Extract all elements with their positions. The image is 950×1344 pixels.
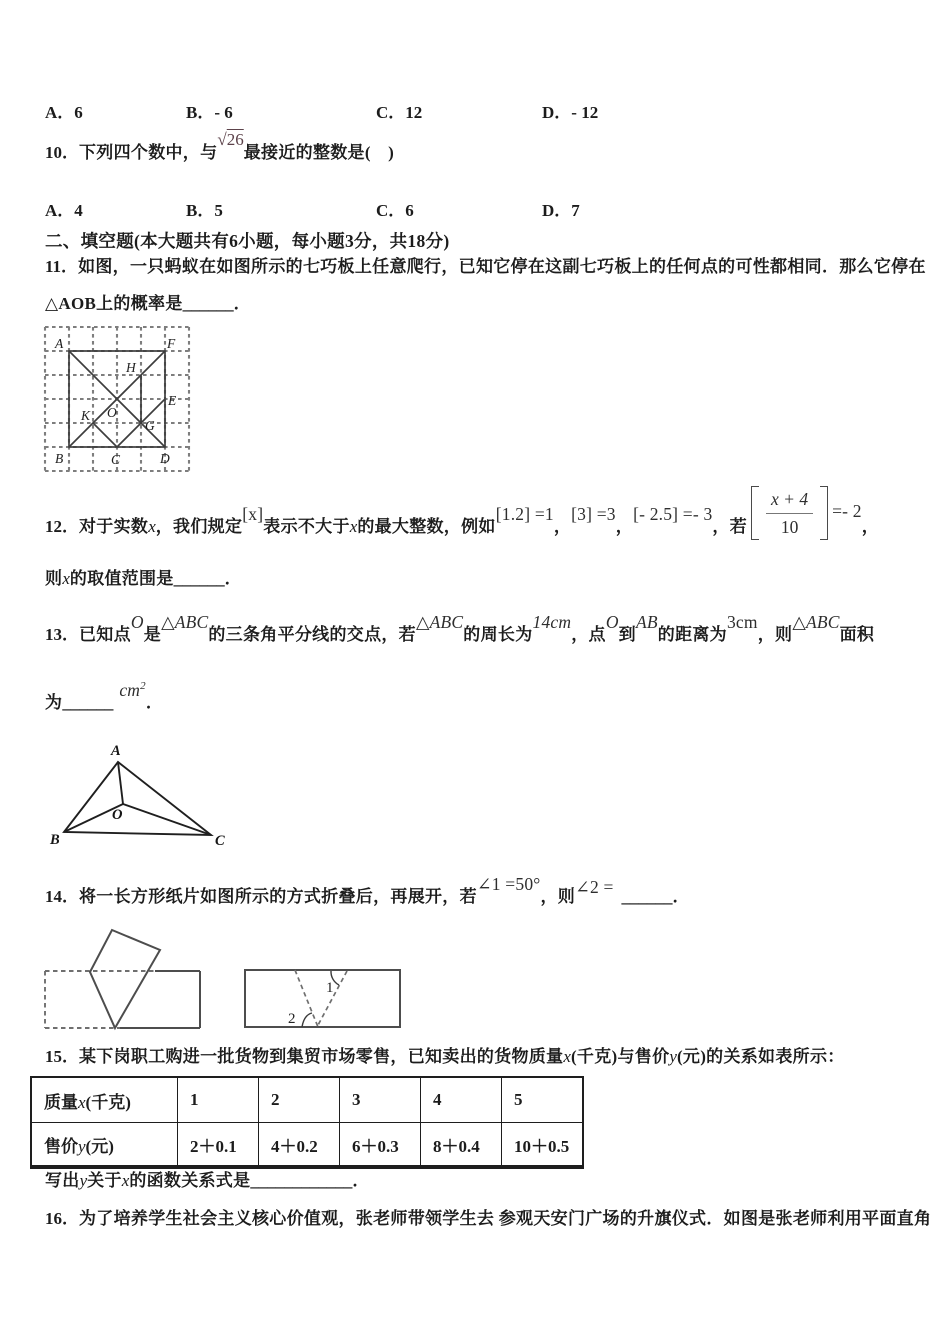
question-text: (元)的关系如表所示： bbox=[676, 1047, 845, 1066]
floor-example-2: [3] =3 bbox=[571, 504, 616, 524]
var-x: x bbox=[349, 517, 358, 536]
question-15-line2 bbox=[45, 1168, 370, 1194]
row-header-mass bbox=[31, 1077, 178, 1123]
var-x: x bbox=[121, 1171, 130, 1190]
point-label-a: A bbox=[111, 743, 121, 759]
table-row-price bbox=[31, 1123, 583, 1168]
option-letter: B． bbox=[186, 201, 215, 220]
table-row-mass bbox=[31, 1077, 583, 1123]
question-text: 面积 bbox=[839, 625, 875, 644]
triangle-aob-symbol: △AOB bbox=[45, 294, 97, 313]
segment-ab: AB bbox=[635, 612, 658, 632]
var-x: x bbox=[62, 569, 70, 588]
question-text: 是 bbox=[143, 625, 162, 644]
var-y: y bbox=[78, 1136, 86, 1156]
point-o: O bbox=[130, 612, 144, 632]
q9-options-row bbox=[0, 98, 950, 122]
dashed-outline bbox=[45, 971, 156, 1028]
var-x: x bbox=[563, 1047, 571, 1066]
floor-example-1: [1.2] =1 bbox=[495, 504, 554, 524]
comma: ， bbox=[861, 517, 880, 536]
question-text: 为 bbox=[45, 693, 63, 712]
option-value: - 12 bbox=[571, 103, 599, 122]
point-label-c: C bbox=[215, 833, 225, 849]
point-label-c: C bbox=[111, 452, 121, 467]
fraction-denominator: 10 bbox=[780, 517, 799, 537]
point-label-a: A bbox=[55, 336, 64, 351]
question-number: 15． bbox=[45, 1047, 79, 1066]
period: ． bbox=[224, 569, 242, 588]
equals-minus-2: =- 2 bbox=[832, 501, 862, 521]
q10-options-row bbox=[0, 196, 950, 220]
table-cell: 3 bbox=[340, 1077, 421, 1123]
table-cell: 10＋0.5 bbox=[502, 1123, 584, 1168]
option-value: 5 bbox=[214, 201, 223, 220]
floor-example-3: [- 2.5] =- 3 bbox=[633, 504, 713, 524]
var-x: x bbox=[78, 1092, 86, 1112]
header-text: 质量 bbox=[44, 1092, 78, 1112]
point-label-b: B bbox=[50, 832, 60, 848]
point-o: O bbox=[605, 612, 619, 632]
radical-sign: √ bbox=[217, 130, 227, 149]
period: ． bbox=[145, 693, 164, 712]
question-12-line2 bbox=[45, 566, 242, 592]
question-10 bbox=[45, 126, 394, 166]
question-15 bbox=[45, 1044, 845, 1070]
option-value: - 6 bbox=[214, 103, 233, 122]
question-text: 如图，一只蚂蚁在如图所示的七巧板上任意爬行，已知它停在这副七巧板上的任何点的可性都相同．那么它停在 bbox=[78, 257, 926, 276]
perimeter-value: 14cm bbox=[532, 612, 572, 632]
question-11-line2 bbox=[45, 291, 251, 317]
question-text: 的最大整数，例如 bbox=[357, 517, 496, 536]
option-value: 7 bbox=[571, 201, 580, 220]
section-2-header: 二、填空题(本大题共有6小题，每小题3分，共18分) bbox=[45, 231, 450, 251]
question-text: 最接近的整数是( ) bbox=[243, 143, 395, 162]
option-letter: C． bbox=[376, 103, 406, 122]
option-letter: A． bbox=[45, 201, 75, 220]
question-number: 11． bbox=[45, 257, 79, 276]
angle-label-1: 1 bbox=[326, 980, 334, 996]
fraction-numerator: x + 4 bbox=[766, 488, 813, 514]
point-label-f: F bbox=[167, 336, 176, 351]
option-value: 12 bbox=[405, 103, 423, 122]
unit-cm2 bbox=[113, 680, 146, 716]
option-value: 6 bbox=[405, 201, 414, 220]
q10-option-a bbox=[45, 196, 83, 221]
table-cell: 2＋0.1 bbox=[178, 1123, 259, 1168]
option-letter: D． bbox=[542, 103, 572, 122]
q10-option-c bbox=[376, 196, 414, 221]
question-number: 14． bbox=[45, 887, 79, 906]
tangram-figure bbox=[42, 324, 194, 476]
answer-blank: ______ bbox=[621, 887, 673, 906]
question-text: 表示不大于 bbox=[263, 517, 350, 536]
angle-label-2: 2 bbox=[288, 1011, 296, 1027]
q10-option-d bbox=[542, 196, 580, 221]
question-text: 关于 bbox=[87, 1171, 122, 1190]
question-text: (千克)与售价 bbox=[570, 1047, 670, 1066]
table-cell: 1 bbox=[178, 1077, 259, 1123]
period: ． bbox=[672, 887, 690, 906]
q9-option-c bbox=[376, 98, 422, 123]
distance-value: 3cm bbox=[726, 612, 758, 632]
period: ． bbox=[352, 1171, 370, 1190]
price-table bbox=[30, 1076, 584, 1169]
question-text: ，若 bbox=[712, 517, 748, 536]
question-text: ，则 bbox=[757, 625, 793, 644]
angle-2-equals: ∠2 = bbox=[575, 877, 614, 897]
angle-2-arc bbox=[302, 1013, 312, 1027]
header-text: 售价 bbox=[44, 1136, 78, 1156]
question-number: 13． bbox=[45, 625, 79, 644]
question-text: 已知点 bbox=[79, 625, 131, 644]
crease-lines bbox=[295, 970, 347, 1027]
table-cell: 4 bbox=[421, 1077, 502, 1123]
point-label-d: D bbox=[160, 451, 170, 466]
question-16 bbox=[45, 1206, 931, 1232]
angle-1-equals-50: ∠1 =50° bbox=[476, 874, 541, 894]
q9-option-a bbox=[45, 98, 83, 123]
question-text: 某下岗职工购进一批货物到集贸市场零售，已知卖出的货物质量 bbox=[79, 1047, 564, 1066]
radicand: 26 bbox=[226, 130, 244, 149]
triangle-figure bbox=[48, 740, 230, 850]
answer-blank: ______ bbox=[62, 693, 114, 712]
folded-flap bbox=[90, 930, 160, 1028]
table-cell: 5 bbox=[502, 1077, 584, 1123]
floor-x: [x] bbox=[242, 504, 264, 524]
var-y: y bbox=[669, 1047, 677, 1066]
point-label-k: K bbox=[81, 408, 91, 423]
question-text: 则 bbox=[45, 569, 63, 588]
floor-fraction bbox=[751, 486, 828, 540]
question-text: 的函数关系式是 bbox=[129, 1171, 251, 1190]
q9-option-b bbox=[186, 98, 233, 123]
option-value: 6 bbox=[74, 103, 83, 122]
question-text: 将一长方形纸片如图所示的方式折叠后，再展开，若 bbox=[79, 887, 477, 906]
question-text: 的取值范围是 bbox=[69, 569, 174, 588]
table-cell: 6＋0.3 bbox=[340, 1123, 421, 1168]
point-label-h: H bbox=[126, 360, 136, 375]
unit-cm: cm bbox=[119, 680, 141, 700]
option-value: 4 bbox=[74, 201, 83, 220]
point-label-e: E bbox=[168, 393, 177, 408]
question-text: 的三条角平分线的交点，若 bbox=[208, 625, 416, 644]
fraction-stack bbox=[759, 486, 820, 540]
table-cell: 2 bbox=[259, 1077, 340, 1123]
period: ． bbox=[233, 294, 251, 313]
var-y: y bbox=[79, 1171, 88, 1190]
option-letter: A． bbox=[45, 103, 75, 122]
answer-blank: ______ bbox=[173, 569, 225, 588]
table-cell: 4＋0.2 bbox=[259, 1123, 340, 1168]
point-label-b: B bbox=[55, 451, 64, 466]
question-text: 为了培养学生社会主义核心价值观，张老师带领学生去 参观天安门广场的升旗仪式．如图是张老师利用平面直角 bbox=[79, 1209, 932, 1228]
question-number: 16． bbox=[45, 1209, 79, 1228]
row-header-price bbox=[31, 1123, 178, 1168]
option-letter: D． bbox=[542, 201, 572, 220]
unfolded-rectangle bbox=[245, 970, 400, 1027]
question-number: 12． bbox=[45, 517, 79, 536]
question-12-line1 bbox=[45, 480, 879, 540]
point-label-g: G bbox=[145, 418, 155, 433]
question-text: 的距离为 bbox=[657, 625, 727, 644]
question-text: 下列四个数中，与 bbox=[79, 143, 218, 162]
triangle-abc: △ABC bbox=[161, 612, 209, 632]
question-text: 到 bbox=[618, 625, 636, 644]
left-bracket bbox=[751, 486, 759, 540]
fold-figure bbox=[40, 924, 412, 1038]
q10-option-b bbox=[186, 196, 223, 221]
point-label-o: O bbox=[112, 807, 123, 823]
question-text: ，点 bbox=[571, 625, 606, 644]
unit-exponent: 2 bbox=[140, 680, 146, 693]
question-number: 10． bbox=[45, 143, 79, 162]
sqrt-26 bbox=[217, 130, 243, 166]
question-14 bbox=[45, 870, 690, 910]
answer-blank: ______ bbox=[182, 294, 234, 313]
header-unit: (千克) bbox=[85, 1092, 131, 1112]
option-letter: B． bbox=[186, 103, 215, 122]
question-11-line1 bbox=[45, 254, 926, 280]
table-cell: 8＋0.4 bbox=[421, 1123, 502, 1168]
triangle-abc: △ABC bbox=[415, 612, 464, 632]
comma: ， bbox=[553, 517, 572, 536]
comma: ， bbox=[615, 517, 634, 536]
question-text: 上的概率是 bbox=[96, 294, 183, 313]
q9-option-d bbox=[542, 98, 598, 123]
question-text: ，则 bbox=[540, 887, 576, 906]
point-label-o: O bbox=[107, 405, 117, 420]
var-x: x bbox=[148, 517, 156, 536]
right-bracket bbox=[820, 486, 828, 540]
question-text: ，我们规定 bbox=[155, 517, 243, 536]
triangle-abc: △ABC bbox=[792, 612, 840, 632]
question-text: 对于实数 bbox=[79, 517, 149, 536]
question-13-line1 bbox=[45, 598, 874, 648]
option-letter: C． bbox=[376, 201, 406, 220]
answer-blank: ____________ bbox=[250, 1171, 353, 1190]
triangle-lines bbox=[64, 762, 211, 835]
header-unit: (元) bbox=[85, 1136, 114, 1156]
question-13-line2 bbox=[45, 676, 163, 716]
question-text: 的周长为 bbox=[463, 625, 533, 644]
question-text: 写出 bbox=[45, 1171, 80, 1190]
